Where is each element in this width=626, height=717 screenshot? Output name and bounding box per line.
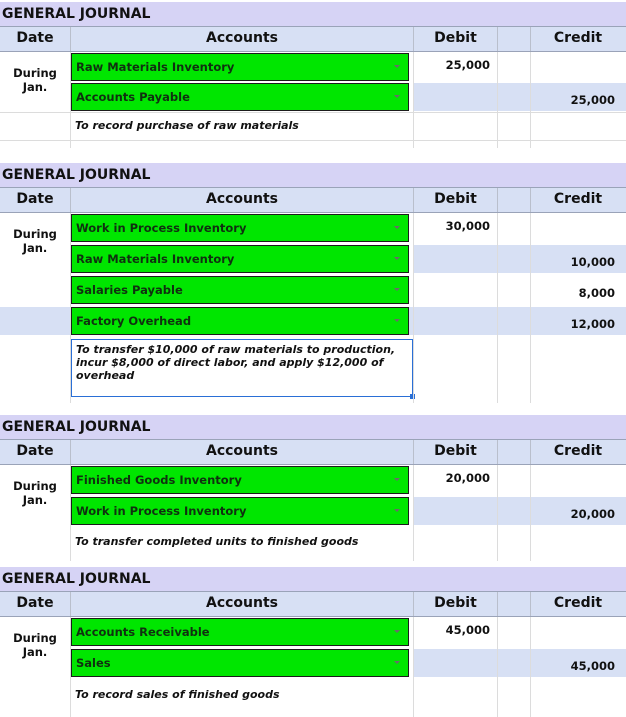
journal-title: GENERAL JOURNAL bbox=[0, 415, 626, 439]
journal-memo[interactable]: To transfer $10,000 of raw materials to production, incur $8,000 of direct labor, and apply $12,000 of overhead bbox=[76, 343, 396, 382]
credit-header: Credit bbox=[553, 30, 603, 46]
date-header: Date bbox=[16, 30, 54, 46]
debit-header: Debit bbox=[434, 595, 477, 611]
account-select[interactable]: Salaries Payable bbox=[71, 276, 409, 304]
journal-1 bbox=[0, 2, 626, 148]
accounts-header: Accounts bbox=[205, 443, 278, 459]
debit-amount[interactable]: 20,000 bbox=[445, 471, 490, 485]
credit-amount[interactable]: 20,000 bbox=[570, 507, 615, 521]
account-select[interactable]: Raw Materials Inventory bbox=[71, 245, 409, 273]
credit-amount[interactable]: 25,000 bbox=[570, 93, 615, 107]
journal-title: GENERAL JOURNAL bbox=[0, 163, 626, 187]
chevron-down-icon bbox=[394, 509, 400, 512]
credit-amount[interactable]: 8,000 bbox=[578, 286, 615, 300]
credit-amount[interactable]: 10,000 bbox=[570, 255, 615, 269]
account-select[interactable]: Sales bbox=[71, 649, 409, 677]
date-header: Date bbox=[16, 595, 54, 611]
account-select[interactable]: Work in Process Inventory bbox=[71, 214, 409, 242]
chevron-down-icon bbox=[394, 226, 400, 229]
debit-amount[interactable]: 30,000 bbox=[445, 219, 490, 233]
header-row bbox=[0, 187, 626, 213]
account-select[interactable]: Accounts Receivable bbox=[71, 618, 409, 646]
journal-memo[interactable]: To transfer completed units to finished goods bbox=[75, 535, 359, 548]
journal-memo[interactable]: To record sales of finished goods bbox=[75, 688, 280, 701]
date-header: Date bbox=[16, 443, 54, 459]
journal-title: GENERAL JOURNAL bbox=[0, 2, 626, 26]
credit-header: Credit bbox=[553, 443, 603, 459]
entry-date: During Jan. bbox=[13, 66, 57, 94]
journal-2 bbox=[0, 163, 626, 403]
entry-date: During Jan. bbox=[13, 227, 57, 255]
account-select[interactable]: Raw Materials Inventory bbox=[71, 53, 409, 81]
entry-date: During Jan. bbox=[13, 479, 57, 507]
header-row bbox=[0, 439, 626, 465]
debit-header: Debit bbox=[434, 30, 477, 46]
chevron-down-icon bbox=[394, 257, 400, 260]
account-select[interactable]: Accounts Payable bbox=[71, 83, 409, 111]
journal-memo[interactable]: To record purchase of raw materials bbox=[75, 119, 299, 132]
debit-amount[interactable]: 45,000 bbox=[445, 623, 490, 637]
journal-title: GENERAL JOURNAL bbox=[0, 567, 626, 591]
journal-4 bbox=[0, 567, 626, 717]
credit-header: Credit bbox=[553, 191, 603, 207]
chevron-down-icon bbox=[394, 478, 400, 481]
account-select[interactable]: Work in Process Inventory bbox=[71, 497, 409, 525]
accounts-header: Accounts bbox=[205, 191, 278, 207]
entry-date: During Jan. bbox=[13, 631, 57, 659]
chevron-down-icon bbox=[394, 661, 400, 664]
accounts-header: Accounts bbox=[205, 30, 278, 46]
chevron-down-icon bbox=[394, 288, 400, 291]
chevron-down-icon bbox=[394, 630, 400, 633]
debit-header: Debit bbox=[434, 191, 477, 207]
debit-amount[interactable]: 25,000 bbox=[445, 58, 490, 72]
accounts-header: Accounts bbox=[205, 595, 278, 611]
header-row bbox=[0, 26, 626, 52]
header-row bbox=[0, 591, 626, 617]
chevron-down-icon bbox=[394, 65, 400, 68]
journal-3 bbox=[0, 415, 626, 561]
credit-header: Credit bbox=[553, 595, 603, 611]
account-select[interactable]: Finished Goods Inventory bbox=[71, 466, 409, 494]
credit-amount[interactable]: 12,000 bbox=[570, 317, 615, 331]
date-header: Date bbox=[16, 191, 54, 207]
account-select[interactable]: Factory Overhead bbox=[71, 307, 409, 335]
journal-memo-cell[interactable] bbox=[71, 339, 413, 397]
chevron-down-icon bbox=[394, 95, 400, 98]
credit-amount[interactable]: 45,000 bbox=[570, 659, 615, 673]
chevron-down-icon bbox=[394, 319, 400, 322]
debit-header: Debit bbox=[434, 443, 477, 459]
